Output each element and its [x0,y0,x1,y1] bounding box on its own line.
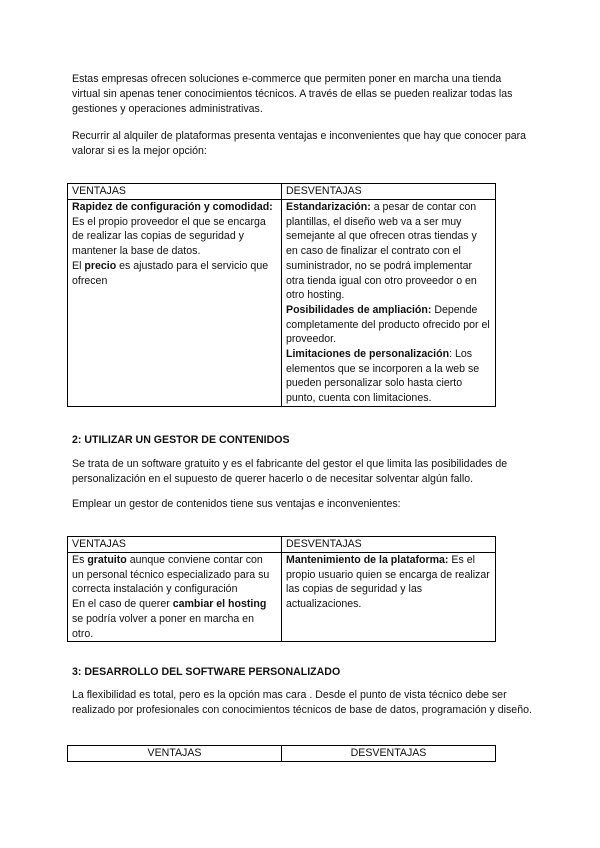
advantage-keyword: cambiar el hosting [172,598,267,611]
advantage-text: Es [72,554,88,566]
section-heading: 3: DESARROLLO DEL SOFTWARE PERSONALIZADO [72,666,341,678]
disadvantage-title: Mantenimiento de la plataforma: [286,554,449,566]
desventajas-cell [282,200,496,407]
section2-paragraph: Se trata de un software gratuito y es el fabricante del gestor el que limita las posibilidades de personalización en el supuesto de querer hacerlo o de necesitar solventar algún fallo. [72,458,508,485]
disadvantage-text: a pesar de contar con plantillas, el diseño web va a ser muy semejante al que ofrecen otras tiendas y en caso de finalizar el contrato con el suministrador, no se podrá implementar otra tienda igual con otro proveedor o en otro hosting. [286,201,477,302]
disadvantage-title: Limitaciones de personalización [286,348,450,361]
advantage-text: Es el propio proveedor el que se encarga de realizar las copias de seguridad y mantener la base de datos. [72,215,266,258]
header-ventajas: VENTAJAS [68,537,282,553]
table-header-row [68,746,496,762]
header-ventajas: VENTAJAS [68,184,282,200]
disadvantage-text: Es el propio usuario quien se encarga de realizar las copias de seguridad y las actualizaciones. [286,554,490,611]
cms-pros-cons-table [67,536,496,642]
ventajas-cell [68,200,282,407]
advantage-text: se podría volver a poner en marcha en otro. [72,612,254,640]
intro-paragraph-2: Recurrir al alquiler de plataformas presenta ventajas e inconvenientes que hay que conocer para valorar si es la mejor opción: [72,130,527,157]
advantage-text: El [72,259,85,272]
header-desventajas: DESVENTAJAS [282,184,496,200]
table-row [68,200,496,407]
platform-pros-cons-table [67,183,496,407]
header-ventajas: VENTAJAS [68,746,282,762]
disadvantage-title: Posibilidades de ampliación: [286,303,432,316]
disadvantage-text: Depende completamente del producto ofrecido por el proveedor. [286,303,490,346]
table-row [68,553,496,642]
disadvantage-title: Estandarización: [286,201,371,213]
section3-paragraph: La flexibilidad es total, pero es la opción mas cara . Desde el punto de vista técnico debe ser realizado por profesionales con conocimientos técnicos de base de datos, programación y diseño. [72,689,532,716]
header-desventajas: DESVENTAJAS [282,537,496,553]
disadvantage-text: : Los elementos que se incorporen a la web se pueden personalizar solo hasta cierto punto, cuenta con limitaciones. [286,348,480,405]
intro-paragraph: Estas empresas ofrecen soluciones e-commerce que permiten poner en marcha una tienda virtual sin apenas tener conocimientos técnicos. A través de ellas se pueden realizar todas las gestiones y operaciones administrativas. [72,73,513,115]
advantage-title: Rapidez de configuración y comodidad: [72,201,273,213]
section-heading: 2: UTILIZAR UN GESTOR DE CONTENIDOS [72,434,290,446]
header-desventajas: DESVENTAJAS [282,746,496,762]
advantage-text: aunque conviene contar con un personal técnico especializado para su correcta instalación y configuración [72,554,270,596]
section2-paragraph-2: Emplear un gestor de contenidos tiene sus ventajas e inconvenientes: [72,498,401,510]
table-header-row [68,537,496,553]
advantage-text: En el caso de querer [72,598,173,611]
custom-software-pros-cons-table [67,745,496,762]
advantage-keyword: precio [84,259,117,272]
ventajas-cell [68,553,282,642]
advantage-keyword: gratuito [87,554,127,566]
table-header-row [68,184,496,200]
desventajas-cell [282,553,496,642]
advantage-text: es ajustado para el servicio que ofrecen [72,259,269,287]
